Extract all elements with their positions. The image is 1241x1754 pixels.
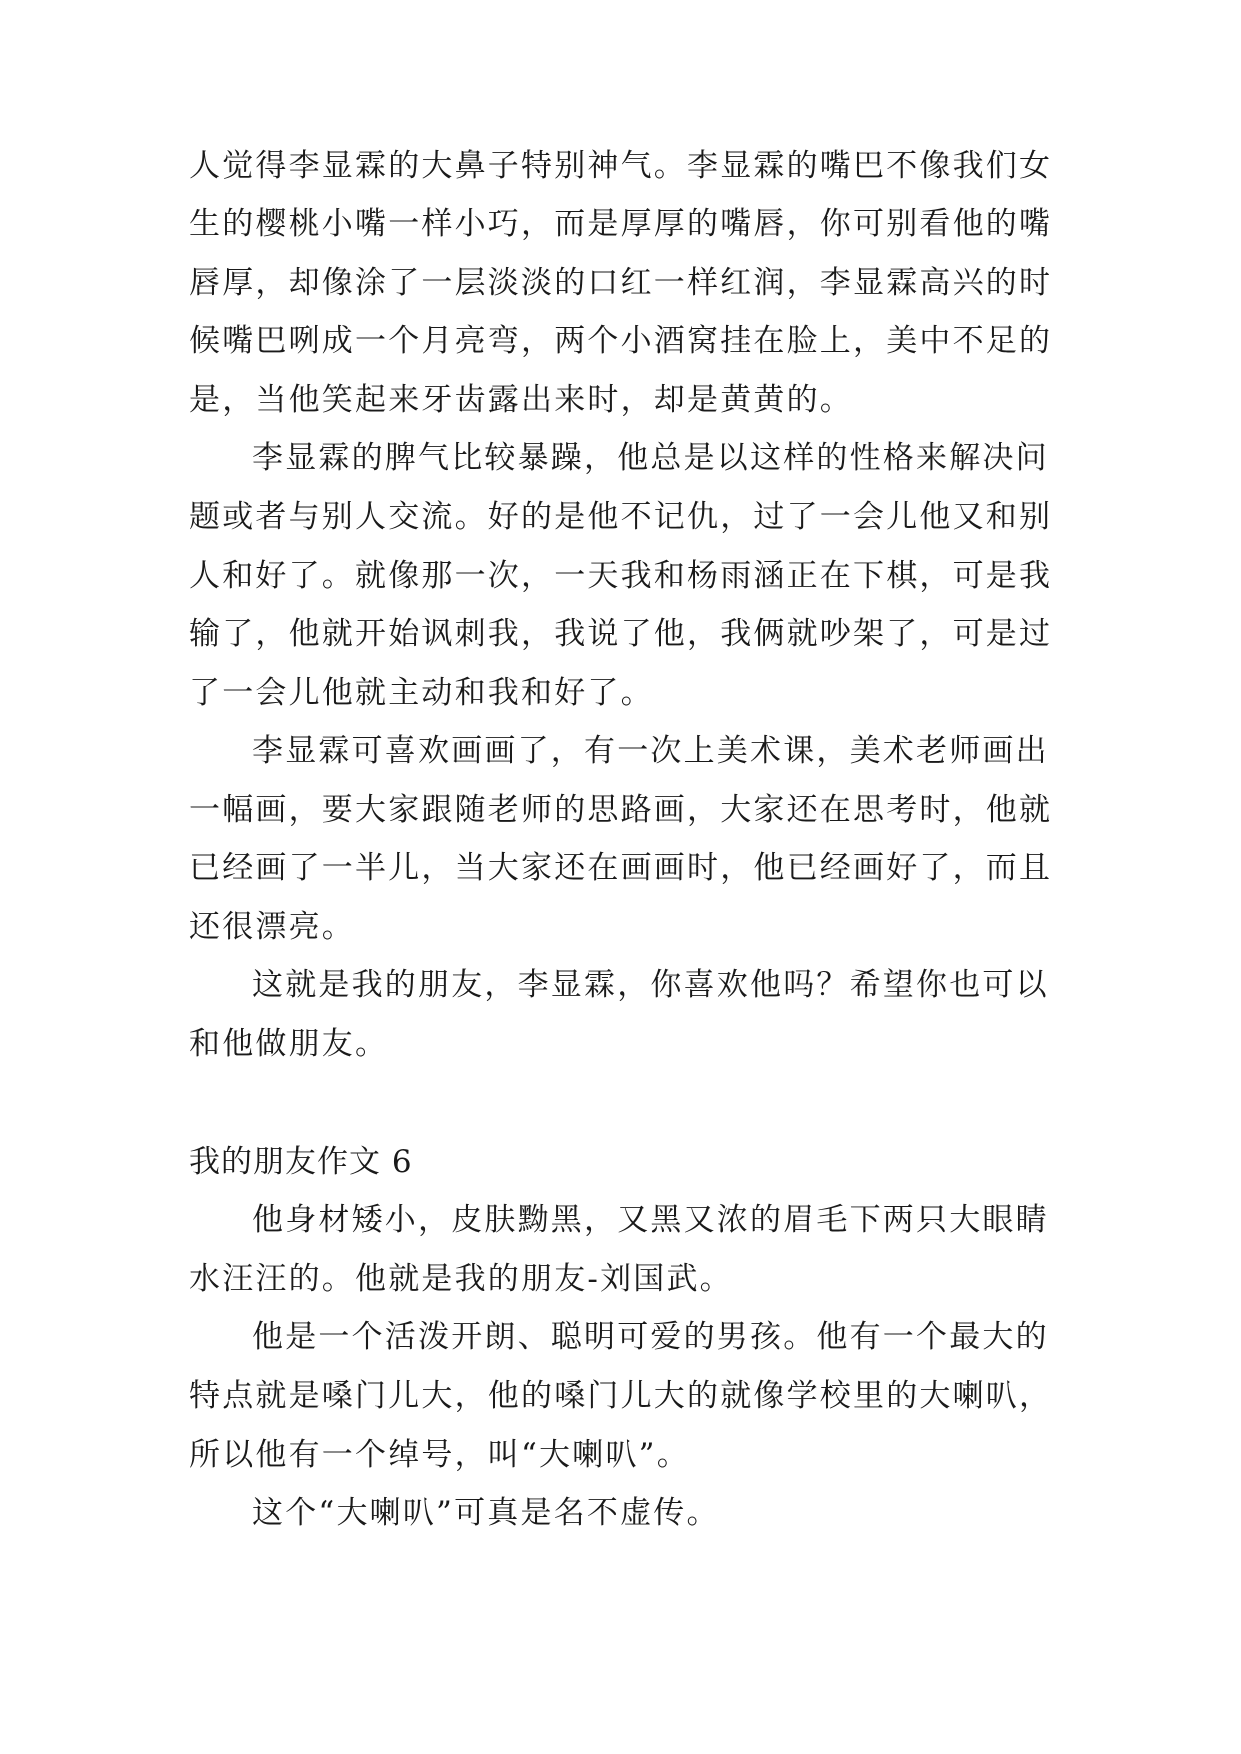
text-line-7: 题或者与别人交流。好的是他不记仇，过了一会儿他又和别 [189,499,1053,535]
text-line-19: 水汪汪的。他就是我的朋友-刘国武。 [189,1261,733,1297]
text-line-21: 特点就是嗓门儿大，他的嗓门儿大的就像学校里的大喇叭， [189,1378,1053,1414]
text-line-1: 人觉得李显霖的大鼻子特别神气。李显霖的嘴巴不像我们女 [189,148,1053,184]
text-line-16: 和他做朋友。 [189,1026,389,1062]
paragraph-start-6: 他是一个活泼开朗、聪明可爱的男孩。他有一个最大的 [252,1319,1049,1355]
text-line-4: 候嘴巴咧成一个月亮弯，两个小酒窝挂在脸上，美中不足的 [189,323,1053,359]
text-line-12: 一幅画，要大家跟随老师的思路画，大家还在思考时，他就 [189,792,1053,828]
text-line-2: 生的樱桃小嘴一样小巧，而是厚厚的嘴唇，你可别看他的嘴 [189,206,1053,242]
text-line-14: 还很漂亮。 [189,909,355,945]
text-line-5: 是，当他笑起来牙齿露出来时，却是黄黄的。 [189,382,853,418]
text-line-10: 了一会儿他就主动和我和好了。 [189,675,654,711]
paragraph-start-5: 他身材矮小，皮肤黝黑，又黑又浓的眉毛下两只大眼睛 [252,1202,1049,1238]
text-line-8: 人和好了。就像那一次，一天我和杨雨涵正在下棋，可是我 [189,558,1053,594]
paragraph-start-2: 李显霖的脾气比较暴躁，他总是以这样的性格来解决问 [252,440,1049,476]
paragraph-start-7: 这个“大喇叭”可真是名不虚传。 [252,1495,720,1531]
section-title: 我的朋友作文 6 [189,1144,413,1180]
paragraph-start-4: 这就是我的朋友，李显霖，你喜欢他吗？希望你也可以 [252,967,1049,1003]
text-line-22: 所以他有一个绰号，叫“大喇叭”。 [189,1437,690,1473]
paragraph-start-3: 李显霖可喜欢画画了，有一次上美术课，美术老师画出 [252,733,1049,769]
text-line-13: 已经画了一半儿，当大家还在画画时，他已经画好了，而且 [189,850,1053,886]
text-line-9: 输了，他就开始讽刺我，我说了他，我俩就吵架了，可是过 [189,616,1053,652]
text-line-3: 唇厚，却像涂了一层淡淡的口红一样红润，李显霖高兴的时 [189,265,1053,301]
